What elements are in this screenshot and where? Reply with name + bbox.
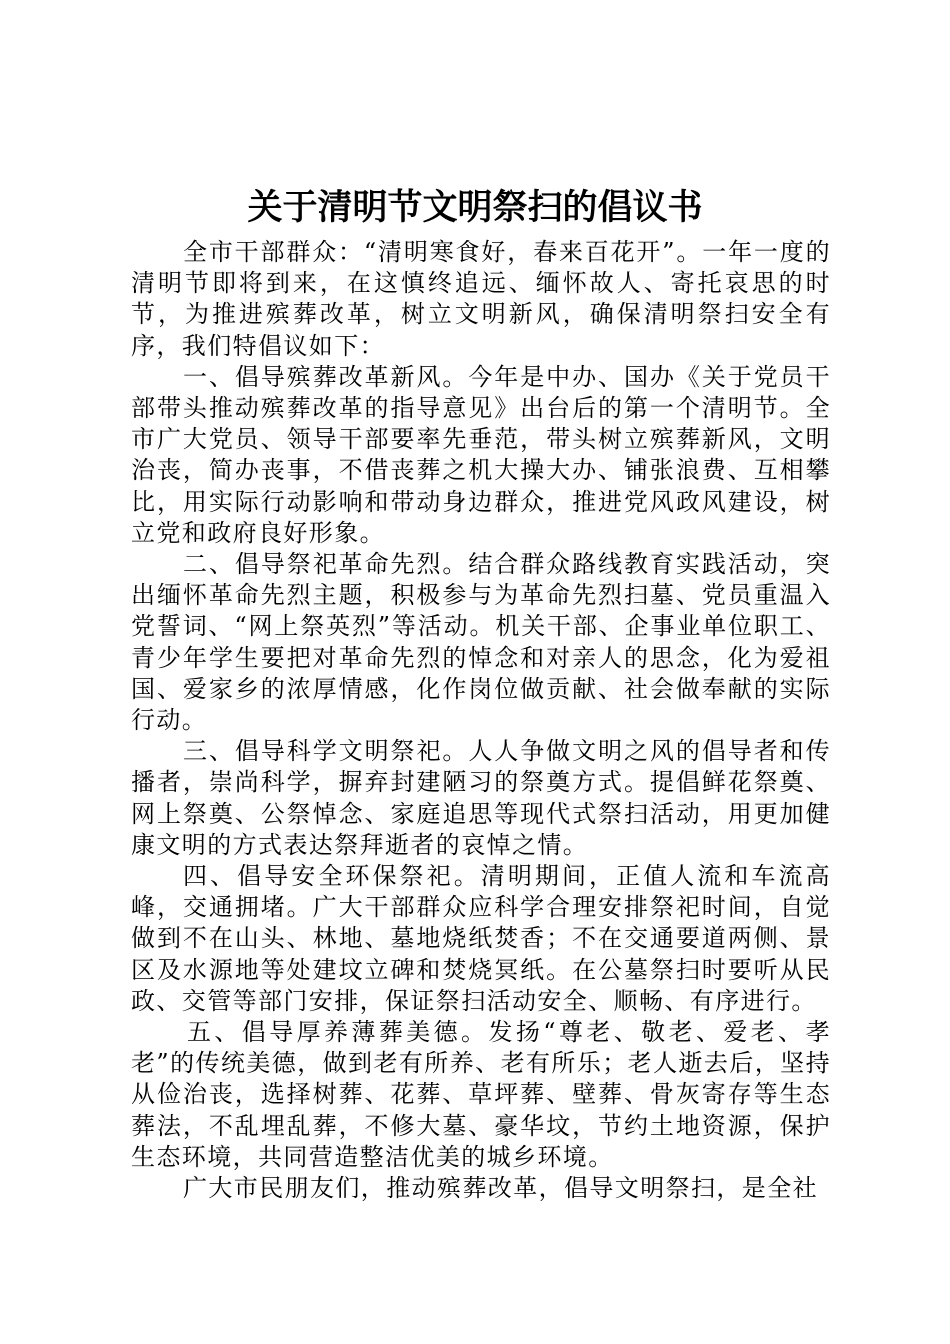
document-body [131, 237, 831, 1204]
paragraph-closing: 广大市民朋友们，推动殡葬改革，倡导文明祭扫，是全社 [183, 1174, 818, 1203]
document-title: 关于清明节文明祭扫的倡议书 [247, 187, 703, 228]
paragraph-item-2: 二、倡导祭祀革命先烈。结合群众路线教育实践活动，突出缅怀革命先烈主题，积极参与为革命先烈扫墓、党员重温入党誓词、“网上祭英烈”等活动。机关干部、企事业单位职工、青少年学生要把对革命先烈的悼念和对亲人的思念，化为爱祖国、爱家乡的浓厚情感，化作岗位做贡献、社会做奉献的实际行动。 [131, 550, 831, 735]
paragraph-item-3: 三、倡导科学文明祭祀。人人争做文明之风的倡导者和传播者，崇尚科学，摒弃封建陋习的祭奠方式。提倡鲜花祭奠、网上祭奠、公祭悼念、家庭追思等现代式祭扫活动，用更加健康文明的方式表达祭拜逝者的哀悼之情。 [131, 737, 831, 859]
paragraph-greeting: 全市干部群众：“清明寒食好，春来百花开”。一年一度的清明节即将到来，在这慎终追远、缅怀故人、寄托哀思的时节，为推进殡葬改革，树立文明新风，确保清明祭扫安全有序，我们特倡议如下： [131, 238, 831, 360]
paragraph-item-5: 五、倡导厚养薄葬美德。发扬“尊老、敬老、爱老、孝老”的传统美德，做到老有所养、老有所乐；老人逝去后，坚持从俭治丧，选择树葬、花葬、草坪葬、壁葬、骨灰寄存等生态葬法，不乱埋乱葬，不修大墓、豪华坟，节约土地资源，保护生态环境，共同营造整洁优美的城乡环境。 [131, 1018, 831, 1171]
paragraph-item-4: 四、倡导安全环保祭祀。清明期间，正值人流和车流高峰，交通拥堵。广大干部群众应科学合理安排祭祀时间，自觉做到不在山头、林地、墓地烧纸焚香；不在交通要道两侧、景区及水源地等处建坟立碑和焚烧冥纸。在公墓祭扫时要听从民政、交管等部门安排，保证祭扫活动安全、顺畅、有序进行。 [131, 862, 831, 1015]
paragraph-item-1: 一、倡导殡葬改革新风。今年是中办、国办《关于党员干部带头推动殡葬改革的指导意见》出台后的第一个清明节。全市广大党员、领导干部要率先垂范，带头树立殡葬新风，文明治丧，简办丧事，不借丧葬之机大操大办、铺张浪费、互相攀比，用实际行动影响和带动身边群众，推进党风政风建设，树立党和政府良好形象。 [131, 362, 831, 547]
